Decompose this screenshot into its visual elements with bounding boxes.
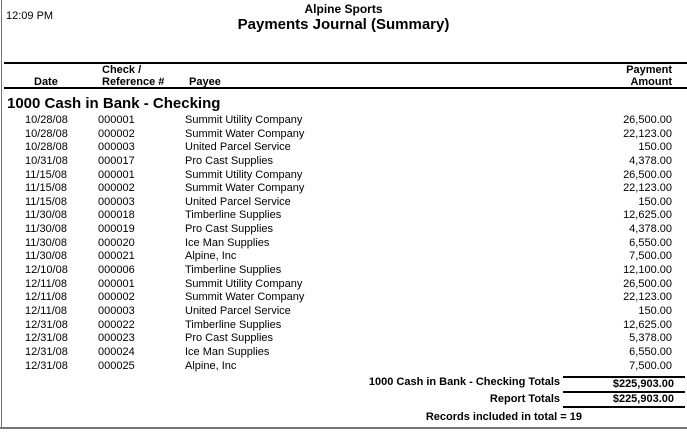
row-amount: 5,378.00: [629, 332, 672, 345]
table-row: [0, 278, 687, 292]
row-check-number: 000020: [98, 236, 135, 249]
row-check-number: 000002: [98, 182, 135, 195]
row-check-number: 000002: [98, 127, 135, 140]
table-row: [0, 128, 687, 142]
table-row: [0, 264, 687, 278]
account-section-header: 1000 Cash in Bank - Checking: [7, 95, 221, 112]
row-payee: Pro Cast Supplies: [185, 154, 274, 167]
table-row: [0, 209, 687, 223]
row-date: 12/31/08: [25, 359, 68, 372]
row-date: 10/31/08: [25, 154, 68, 167]
row-payee: Pro Cast Supplies: [185, 223, 274, 236]
row-payee: Timberline Supplies: [185, 209, 282, 222]
row-amount: 150.00: [638, 304, 672, 317]
row-check-number: 000017: [98, 154, 135, 167]
row-check-number: 000019: [98, 223, 135, 236]
report-title: Payments Journal (Summary): [237, 16, 450, 33]
row-check-number: 000022: [98, 318, 135, 331]
page-edge-bottom: [0, 427, 687, 429]
row-check-number: 000001: [98, 168, 135, 181]
payee-header: Payee: [189, 76, 221, 87]
report-totals-amount: $225,903.00: [563, 393, 685, 408]
row-payee: Summit Water Company: [185, 182, 305, 195]
row-date: 12/11/08: [25, 291, 68, 304]
row-date: 12/10/08: [25, 264, 68, 277]
row-check-number: 000024: [98, 345, 135, 358]
row-payee: Pro Cast Supplies: [185, 332, 274, 345]
table-row: [0, 114, 687, 128]
row-payee: United Parcel Service: [185, 195, 291, 208]
row-amount: 6,550.00: [629, 345, 672, 358]
row-date: 11/30/08: [25, 209, 68, 222]
table-row: [0, 182, 687, 196]
row-check-number: 000001: [98, 277, 135, 290]
row-check-number: 000023: [98, 332, 135, 345]
check-reference-header: Reference #: [102, 75, 165, 88]
account-totals-amount: $225,903.00: [563, 376, 685, 393]
row-payee: Summit Water Company: [185, 291, 305, 304]
row-amount: 22,123.00: [623, 127, 672, 140]
table-row: [0, 250, 687, 264]
row-payee: Summit Water Company: [185, 127, 305, 140]
row-amount: 12,625.00: [623, 209, 672, 222]
row-amount: 26,500.00: [623, 277, 672, 290]
column-headers: [4, 62, 687, 89]
row-check-number: 000021: [98, 250, 135, 263]
row-payee: Timberline Supplies: [185, 264, 282, 277]
row-date: 11/15/08: [25, 168, 68, 181]
table-row: [0, 291, 687, 305]
row-amount: 22,123.00: [623, 291, 672, 304]
row-amount: 12,100.00: [623, 264, 672, 277]
table-row: [0, 305, 687, 319]
column-header-line2: [4, 76, 687, 88]
row-date: 11/15/08: [25, 195, 68, 208]
row-amount: 7,500.00: [629, 250, 672, 263]
row-payee: United Parcel Service: [185, 304, 291, 317]
row-check-number: 000006: [98, 264, 135, 277]
account-totals-label: 1000 Cash in Bank - Checking Totals: [368, 376, 560, 389]
row-payee: Ice Man Supplies: [185, 345, 270, 358]
row-check-number: 000025: [98, 359, 135, 372]
column-header-line1: [4, 64, 687, 76]
table-row: [0, 155, 687, 169]
row-payee: Timberline Supplies: [185, 318, 282, 331]
row-date: 11/30/08: [25, 250, 68, 263]
row-check-number: 000002: [98, 291, 135, 304]
date-header: Date: [34, 75, 58, 88]
row-date: 12/31/08: [25, 318, 68, 331]
row-check-number: 000018: [98, 209, 135, 222]
row-payee: Ice Man Supplies: [185, 236, 270, 249]
row-date: 12/31/08: [25, 345, 68, 358]
amount-header: Amount: [630, 75, 672, 88]
row-payee: Alpine, Inc: [185, 359, 237, 372]
check-header-line1: Check /: [102, 64, 142, 76]
row-payee: Summit Utility Company: [185, 277, 303, 290]
row-amount: 150.00: [638, 141, 672, 154]
row-payee: Summit Utility Company: [185, 168, 303, 181]
row-amount: 6,550.00: [629, 236, 672, 249]
row-date: 12/31/08: [25, 332, 68, 345]
row-date: 10/28/08: [25, 127, 68, 140]
table-row: [0, 237, 687, 251]
table-row: [0, 332, 687, 346]
row-date: 11/15/08: [25, 182, 68, 195]
page-edge-left: [1, 0, 2, 429]
records-count-note: Records included in total = 19: [425, 411, 582, 424]
row-amount: 4,378.00: [629, 223, 672, 236]
company-name: Alpine Sports: [304, 2, 383, 16]
row-date: 10/28/08: [25, 141, 68, 154]
row-date: 10/28/08: [25, 114, 68, 126]
report-totals-row: [0, 393, 687, 408]
amount-header-line1: Payment: [626, 64, 672, 76]
table-row: [0, 346, 687, 360]
print-time: 12:09 PM: [6, 10, 54, 22]
row-check-number: 000003: [98, 141, 135, 154]
row-amount: 26,500.00: [623, 168, 672, 181]
table-row: [0, 141, 687, 155]
table-row: [0, 360, 687, 374]
row-date: 11/30/08: [25, 223, 68, 236]
row-payee: Alpine, Inc: [185, 250, 237, 263]
row-date: 12/11/08: [25, 304, 68, 317]
table-row: [0, 223, 687, 237]
row-check-number: 000001: [98, 114, 135, 126]
table-row: [0, 319, 687, 333]
row-date: 12/11/08: [25, 277, 68, 290]
account-totals-row: [0, 376, 687, 393]
row-check-number: 000003: [98, 304, 135, 317]
totals-block: [0, 376, 687, 424]
row-payee: Summit Utility Company: [185, 114, 303, 126]
report-totals-label: Report Totals: [489, 393, 560, 406]
row-amount: 7,500.00: [629, 359, 672, 372]
row-check-number: 000003: [98, 195, 135, 208]
journal-rows: [0, 114, 687, 373]
payee-header-line1: [189, 65, 572, 76]
row-date: 11/30/08: [25, 236, 68, 249]
date-header-line1: [29, 65, 102, 76]
row-amount: 12,625.00: [623, 318, 672, 331]
row-amount: 22,123.00: [623, 182, 672, 195]
row-amount: 150.00: [638, 195, 672, 208]
row-amount: 4,378.00: [629, 154, 672, 167]
row-amount: 26,500.00: [623, 114, 672, 126]
table-row: [0, 169, 687, 183]
row-payee: United Parcel Service: [185, 141, 291, 154]
table-row: [0, 196, 687, 210]
